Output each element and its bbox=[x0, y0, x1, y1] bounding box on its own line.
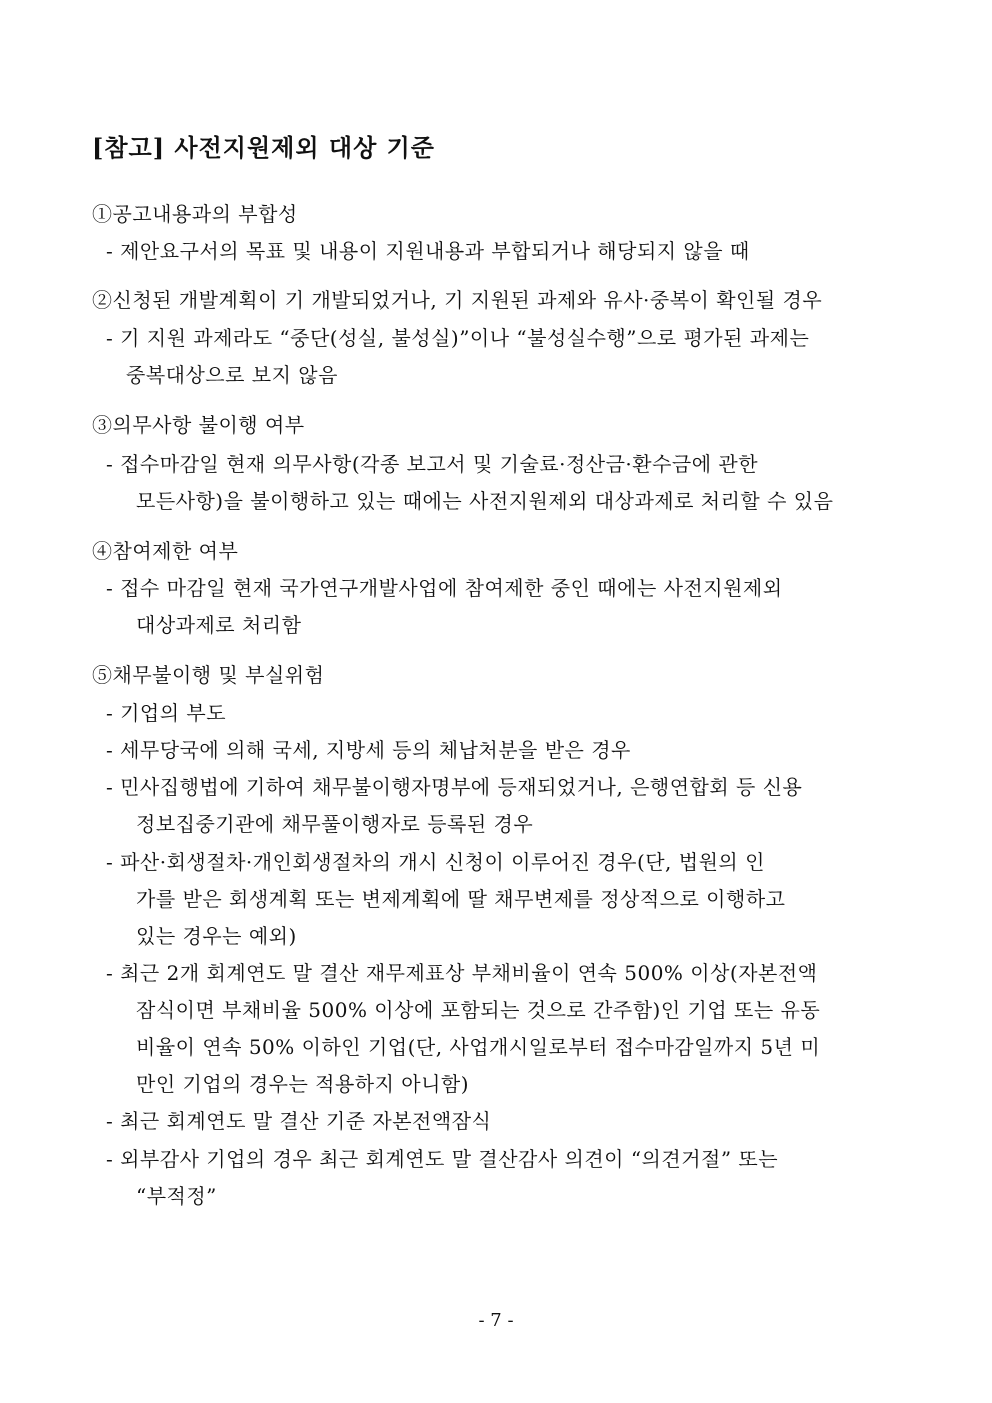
section-heading: ③의무사항 불이행 여부 bbox=[92, 413, 305, 437]
list-item-continuation: 모든사항)을 불이행하고 있는 때에는 사전지원제외 대상과제로 처리할 수 있음 bbox=[136, 489, 834, 513]
list-item: - 세무당국에 의해 국세, 지방세 등의 체납처분을 받은 경우 bbox=[106, 738, 631, 762]
page-title: [참고] 사전지원제외 대상 기준 bbox=[92, 133, 435, 162]
list-item-continuation: 잠식이면 부채비율 500% 이상에 포함되는 것으로 간주함)인 기업 또는 유동 bbox=[136, 998, 821, 1022]
list-item: - 접수 마감일 현재 국가연구개발사업에 참여제한 중인 때에는 사전지원제외 bbox=[106, 576, 783, 600]
list-item-continuation: 대상과제로 처리함 bbox=[136, 613, 302, 637]
list-item: - 최근 2개 회계연도 말 결산 재무제표상 부채비율이 연속 500% 이상(자본전액 bbox=[106, 961, 818, 985]
list-item-continuation: 정보집중기관에 채무풀이행자로 등록된 경우 bbox=[136, 812, 534, 836]
list-item: - 기업의 부도 bbox=[106, 701, 227, 725]
list-item: - 외부감사 기업의 경우 최근 회계연도 말 결산감사 의견이 “의견거절” 또는 bbox=[106, 1147, 779, 1171]
section-heading: ④참여제한 여부 bbox=[92, 539, 239, 563]
section-heading: ②신청된 개발계획이 기 개발되었거나, 기 지원된 과제와 유사·중복이 확인될 경우 bbox=[92, 288, 823, 312]
list-item: - 최근 회계연도 말 결산 기준 자본전액잠식 bbox=[106, 1109, 492, 1133]
page-number: - 7 - bbox=[478, 1310, 514, 1331]
list-item: - 제안요구서의 목표 및 내용이 지원내용과 부합되거나 해당되지 않을 때 bbox=[106, 239, 750, 263]
section-heading: ①공고내용과의 부합성 bbox=[92, 202, 298, 226]
list-item: - 민사집행법에 기하여 채무불이행자명부에 등재되었거나, 은행연합회 등 신용 bbox=[106, 775, 803, 799]
list-item: - 기 지원 과제라도 “중단(성실, 불성실)”이나 “불성실수행”으로 평가된 과제는 bbox=[106, 326, 810, 350]
list-item-continuation: “부적정” bbox=[136, 1184, 217, 1208]
list-item-continuation: 가를 받은 회생계획 또는 변제계획에 딸 채무변제를 정상적으로 이행하고 bbox=[136, 887, 786, 911]
list-item-continuation: 만인 기업의 경우는 적용하지 아니함) bbox=[136, 1072, 470, 1096]
list-item-continuation: 비율이 연속 50% 이하인 기업(단, 사업개시일로부터 접수마감일까지 5년 미 bbox=[136, 1035, 821, 1059]
list-item: - 접수마감일 현재 의무사항(각종 보고서 및 기술료·정산금·환수금에 관한 bbox=[106, 452, 759, 476]
list-item-continuation: 있는 경우는 예외) bbox=[136, 924, 297, 948]
section-heading: ⑤채무불이행 및 부실위험 bbox=[92, 663, 325, 687]
list-item: - 파산·회생절차·개인회생절차의 개시 신청이 이루어진 경우(단, 법원의 인 bbox=[106, 850, 765, 874]
list-item-continuation: 중복대상으로 보지 않음 bbox=[126, 363, 338, 387]
